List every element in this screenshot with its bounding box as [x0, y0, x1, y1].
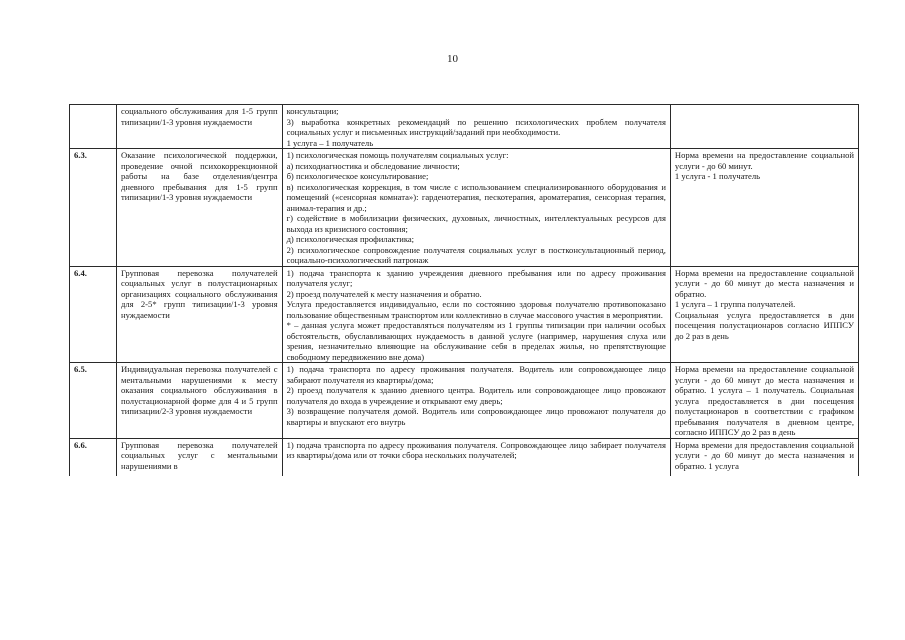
norm-line: 1 услуга – 1 группа получателей.: [674, 299, 796, 309]
norm-line: Норма времени для предоставления социальной услуги - до 60 минут до места назначения и обратно. 1 услуга: [674, 439, 854, 471]
row-number: 6.3.: [70, 149, 117, 267]
content-line: 1 услуга – 1 получатель: [286, 137, 374, 148]
norm-line: Норма времени на предоставление социальной услуги - до 60 минут.: [674, 150, 854, 171]
service-content: [282, 149, 670, 267]
content-line: 3) возвращение получателя домой. Водитель или сопровождающее лицо провожают получателя до квартиры и впускают его внутрь: [286, 406, 666, 427]
row-number: 6.4.: [70, 266, 117, 363]
table-row: [70, 266, 859, 363]
content-line: 2) проезд получателя к зданию дневного центра. Водитель или сопровождающее лицо провожают получателя до входа в учреждение и открывают ему дверь;: [286, 385, 666, 406]
content-line: консультации;: [286, 106, 339, 116]
norm-line: Норма времени на предоставление социальной услуги - до 60 минут до места назначения и обратно. 1 услуга – 1 получатель. Социальная услуга предоставляется в дни посещения полустационаров в соответствии с графиком пребывания получателя в дневном центре, согласно ИППСУ до 2 раз в день: [674, 364, 854, 437]
row-number: 6.5.: [70, 363, 117, 439]
norm-line: Социальная услуга предоставляется в дни посещения полустационаров согласно ИППСУ до 2 раз в день: [674, 309, 854, 341]
service-content: [282, 363, 670, 439]
service-norm: [670, 105, 858, 149]
page-number: 10: [447, 53, 458, 65]
content-line: г) содействие в мобилизации физических, духовных, личностных, интеллектуальных ресурсов для выхода из кризисного состояния;: [286, 213, 666, 234]
service-name: Групповая перевозка получателей социальных услуг с ментальными нарушениями в: [117, 438, 283, 476]
table-row: [70, 105, 859, 149]
content-line: д) психологическая профилактика;: [286, 234, 415, 244]
table-row: [70, 149, 859, 267]
norm-line: Норма времени на предоставление социальной услуги - до 60 минут до места назначения и обратно.: [674, 267, 854, 299]
content-line: * – данная услуга может предоставляться получателям из 1 группы типизации при наличии особых обстоятельств, обуславливающих нуждаемость в данной услуге (например, нарушения слуха или зрения, незначительно влияющие на обслуживание себя в пределах жилья, но препятствующие свободному передвижению вне дома): [286, 320, 666, 362]
service-norm: [670, 266, 858, 363]
content-line: в) психологическая коррекция, в том числе с использованием специализированного оборудования и помещений («сенсорная комната»): гарденотерапия, пескотерапия, ароматерапия, сенсорная терапия, анимал-терапия и др.;: [286, 181, 666, 213]
services-table: [69, 104, 859, 476]
service-name: социального обслуживания для 1-5 групп типизации/1-3 уровня нуждаемости: [117, 105, 283, 149]
content-line: 1) подача транспорта по адресу проживания получателя. Водитель или сопровождающее лицо забирают получателя из квартиры/дома;: [286, 364, 666, 385]
content-line: а) психодиагностика и обследование личности;: [286, 160, 460, 171]
service-norm: [670, 438, 858, 476]
service-name: Оказание психологической поддержки, проведение очной психокоррекционной работы на базе отделения/центра дневного пребывания для 1-5 групп типизации/1-3 уровня нуждаемости: [117, 149, 283, 267]
row-number: [70, 105, 117, 149]
service-norm: [670, 149, 858, 267]
table-row: [70, 363, 859, 439]
row-number: 6.6.: [70, 438, 117, 476]
content-line: 1) подача транспорта к зданию учреждения дневного пребывания или по адресу проживания получателя услуг;: [286, 267, 666, 288]
service-name: Групповая перевозка получателей социальных услуг в полустационарных организациях социального обслуживания для 2-5* групп типизации/1-3 уровня нуждаемости: [117, 266, 283, 363]
content-line: 1) психологическая помощь получателям социальных услуг:: [286, 150, 509, 160]
service-content: [282, 266, 670, 363]
service-content: [282, 438, 670, 476]
content-line: 3) выработка конкретных рекомендаций по решению психологических проблем получателя социальных услуг и письменных инструкций/заданий при необходимости.: [286, 116, 666, 137]
content-line: 2) психологическое сопровождение получателя социальных услуг в постконсультационный период, социально-психологический патронаж: [286, 244, 666, 265]
service-name: Индивидуальная перевозка получателей с ментальными нарушениями к месту оказания социального обслуживания в полустационарной форме для 4 и 5 групп типизации/2-3 уровня нуждаемости: [117, 363, 283, 439]
service-content: [282, 105, 670, 149]
content-line: 2) проезд получателей к месту назначения и обратно.: [286, 288, 482, 299]
table-row: [70, 438, 859, 476]
service-norm: [670, 363, 858, 439]
content-line: Услуга предоставляется индивидуально, если по состоянию здоровья получателю противопоказано пользование общественным транспортом или коллективно в случае массового участия в мероприятии.: [286, 299, 666, 320]
content-line: б) психологическое консультирование;: [286, 171, 429, 181]
content-line: 1) подача транспорта по адресу проживания получателя. Сопровождающее лицо забирает получателя из квартиры/дома или от точки сбора нескольких получателей;: [286, 439, 666, 460]
norm-line: 1 услуга - 1 получатель: [674, 171, 761, 181]
